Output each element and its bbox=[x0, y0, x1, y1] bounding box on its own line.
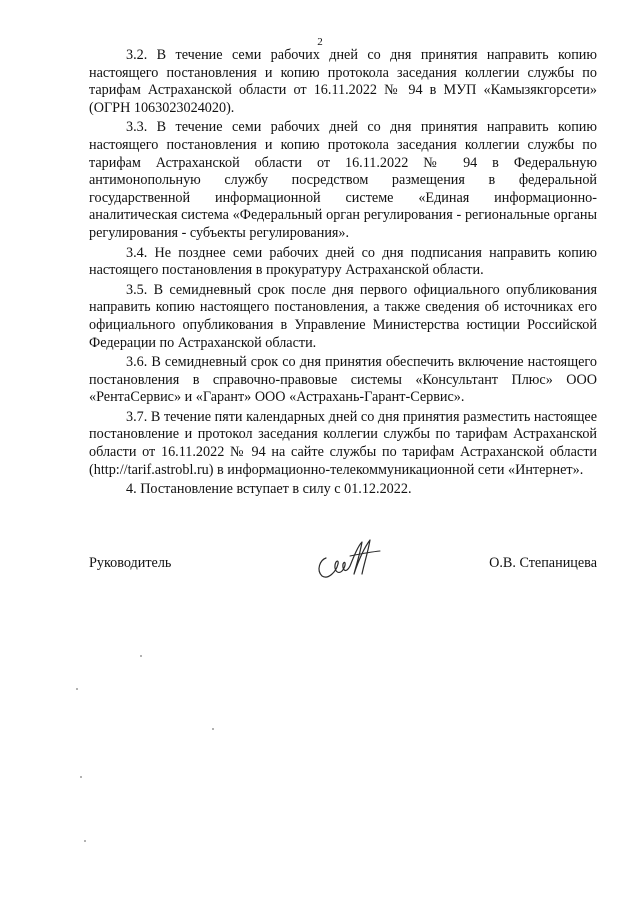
paragraph-3-2: 3.2. В течение семи рабочих дней со дня принятия направить копию настоящего постановления и копию протокола заседания коллегии службы по тарифам Астраханской области от 16.11.2022 № 94 в МУП «Камызякгорсети» (ОГРН 1063023024020). bbox=[89, 47, 597, 116]
scan-dot bbox=[84, 840, 86, 842]
paragraph-3-5: 3.5. В семидневный срок после дня первого официального опубликования направить копию настоящего постановления, а также сведения об источниках его официального опубликования в Управление Министерства юстиции Российской Федерации по Астраханской области. bbox=[89, 281, 597, 351]
paragraph-3-3: 3.3. В течение семи рабочих дней со дня принятия направить копию настоящего постановления и копию протокола заседания коллегии службы по тарифам Астраханской области от 16.11.2022 № 94 в Федеральную антимонопольную службу посредством размещения в федеральной государственной информационной системе «Единая информационно-аналитическая система «Федеральный орган регулирования - региональные органы регулирования - субъекты регулирования». bbox=[89, 119, 597, 241]
scan-dot bbox=[212, 728, 214, 730]
paragraph-3-4: 3.4. Не позднее семи рабочих дней со дня подписания направить копию настоящего постановления в прокуратуру Астраханской области. bbox=[89, 244, 597, 279]
scan-dot bbox=[76, 688, 78, 690]
scan-dot bbox=[140, 655, 142, 657]
handwritten-signature bbox=[310, 534, 390, 586]
signatory-title: Руководитель bbox=[89, 555, 172, 571]
paragraph-4: 4. Постановление вступает в силу с 01.12.2022. bbox=[126, 481, 412, 498]
paragraph-3-7: 3.7. В течение пяти календарных дней со дня принятия разместить настоящее постановление и протокол заседания коллегии службы по тарифам Астраханской области от 16.11.2022 № 94 на сайте службы по тарифам Астраханской области (http://tarif.astrobl.ru) в информационно-телекоммуникационной сети «Интернет». bbox=[89, 408, 597, 478]
page-number: 2 bbox=[317, 36, 323, 48]
document-body bbox=[89, 47, 597, 501]
paragraph-3-6: 3.6. В семидневный срок со дня принятия обеспечить включение настоящего постановления в справочно-правовые системы «Консультант Плюс» ООО «РентаСервис» и «Гарант» ООО «Астрахань-Гарант-Сервис». bbox=[89, 354, 597, 406]
signatory-name: О.В. Степаницева bbox=[489, 555, 597, 571]
scan-dot bbox=[80, 776, 82, 778]
